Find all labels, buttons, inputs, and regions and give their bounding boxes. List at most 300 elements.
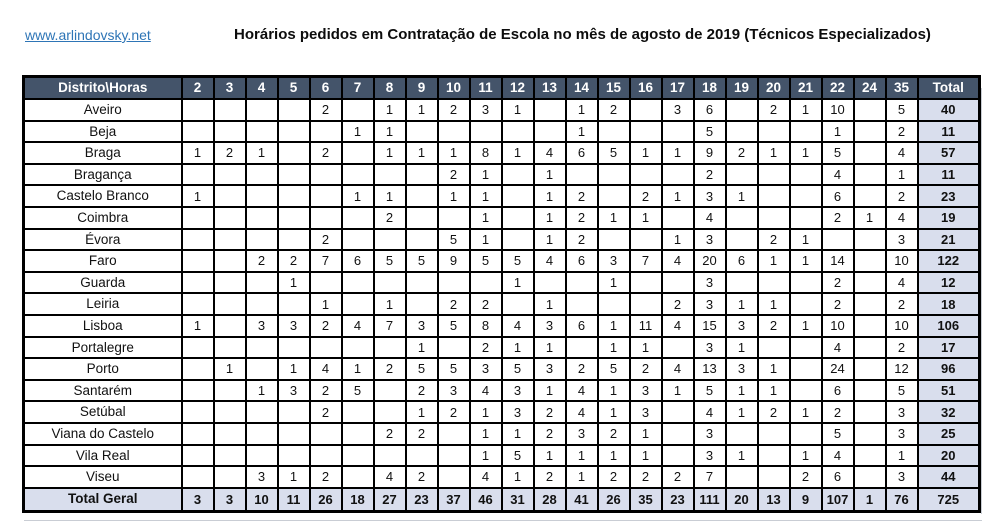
value-cell [182, 337, 214, 359]
value-cell [726, 164, 758, 186]
value-cell: 1 [726, 185, 758, 207]
value-cell: 1 [758, 142, 790, 164]
table-row [24, 337, 980, 359]
value-cell: 2 [822, 207, 854, 229]
value-cell: 5 [438, 358, 470, 380]
value-cell: 2 [534, 466, 566, 488]
column-header-24: 24 [854, 77, 886, 100]
value-cell: 3 [630, 401, 662, 423]
value-cell [598, 229, 630, 251]
column-header-8: 8 [374, 77, 406, 100]
value-cell: 3 [438, 380, 470, 402]
value-cell [278, 229, 310, 251]
value-cell [758, 466, 790, 488]
value-cell: 2 [310, 142, 342, 164]
value-cell: 1 [534, 380, 566, 402]
value-cell: 1 [598, 445, 630, 467]
value-cell: 3 [694, 229, 726, 251]
value-cell [502, 185, 534, 207]
table-row [24, 358, 980, 380]
value-cell: 3 [694, 445, 726, 467]
value-cell [214, 185, 246, 207]
table-row [24, 250, 980, 272]
value-cell [406, 121, 438, 143]
value-cell [182, 229, 214, 251]
value-cell [246, 401, 278, 423]
value-cell [534, 99, 566, 121]
column-total: 3 [214, 488, 246, 512]
value-cell: 3 [598, 250, 630, 272]
value-cell: 1 [502, 466, 534, 488]
column-header-19: 19 [726, 77, 758, 100]
value-cell [246, 293, 278, 315]
value-cell [182, 401, 214, 423]
value-cell: 1 [598, 272, 630, 294]
value-cell [246, 337, 278, 359]
value-cell [182, 380, 214, 402]
value-cell: 3 [246, 466, 278, 488]
value-cell: 2 [310, 229, 342, 251]
value-cell [246, 445, 278, 467]
value-cell [790, 423, 822, 445]
value-cell [246, 423, 278, 445]
value-cell [726, 466, 758, 488]
value-cell: 4 [694, 401, 726, 423]
value-cell [598, 121, 630, 143]
value-cell: 2 [566, 207, 598, 229]
value-cell [246, 272, 278, 294]
value-cell [310, 337, 342, 359]
value-cell [342, 423, 374, 445]
value-cell [598, 293, 630, 315]
value-cell: 1 [598, 380, 630, 402]
value-cell: 5 [438, 315, 470, 337]
value-cell [310, 185, 342, 207]
value-cell [246, 358, 278, 380]
value-cell: 1 [406, 337, 438, 359]
value-cell: 1 [630, 207, 662, 229]
column-total: 111 [694, 488, 726, 512]
column-header-7: 7 [342, 77, 374, 100]
value-cell [214, 337, 246, 359]
value-cell: 2 [374, 358, 406, 380]
value-cell [182, 121, 214, 143]
value-cell [854, 250, 886, 272]
value-cell: 4 [470, 380, 502, 402]
value-cell: 1 [758, 358, 790, 380]
value-cell: 4 [566, 401, 598, 423]
value-cell: 3 [246, 315, 278, 337]
value-cell: 1 [726, 380, 758, 402]
value-cell: 1 [374, 121, 406, 143]
value-cell [374, 380, 406, 402]
value-cell [246, 229, 278, 251]
value-cell: 2 [406, 466, 438, 488]
value-cell [822, 229, 854, 251]
value-cell [214, 164, 246, 186]
row-total: 40 [918, 99, 980, 121]
value-cell: 5 [598, 358, 630, 380]
value-cell: 3 [278, 380, 310, 402]
value-cell [310, 121, 342, 143]
value-cell [726, 121, 758, 143]
value-cell: 2 [662, 293, 694, 315]
value-cell: 8 [470, 315, 502, 337]
table-row [24, 229, 980, 251]
value-cell [278, 164, 310, 186]
value-cell: 2 [598, 466, 630, 488]
value-cell: 2 [886, 293, 918, 315]
value-cell [374, 272, 406, 294]
value-cell: 10 [822, 99, 854, 121]
column-header-15: 15 [598, 77, 630, 100]
value-cell: 1 [214, 358, 246, 380]
row-total: 106 [918, 315, 980, 337]
column-total: 13 [758, 488, 790, 512]
value-cell: 1 [470, 229, 502, 251]
value-cell: 2 [694, 164, 726, 186]
value-cell: 2 [534, 423, 566, 445]
value-cell [214, 315, 246, 337]
value-cell [854, 272, 886, 294]
value-cell: 2 [310, 315, 342, 337]
value-cell: 1 [470, 207, 502, 229]
value-cell [342, 466, 374, 488]
value-cell [342, 445, 374, 467]
value-cell: 1 [598, 401, 630, 423]
value-cell: 4 [822, 337, 854, 359]
value-cell: 1 [310, 293, 342, 315]
value-cell [502, 164, 534, 186]
value-cell: 1 [182, 315, 214, 337]
value-cell: 3 [406, 315, 438, 337]
column-header-5: 5 [278, 77, 310, 100]
value-cell: 1 [502, 99, 534, 121]
value-cell: 24 [822, 358, 854, 380]
column-header-21: 21 [790, 77, 822, 100]
column-total: 9 [790, 488, 822, 512]
column-total: 31 [502, 488, 534, 512]
value-cell: 1 [790, 99, 822, 121]
value-cell [502, 293, 534, 315]
value-cell [790, 164, 822, 186]
value-cell: 7 [310, 250, 342, 272]
value-cell [790, 380, 822, 402]
value-cell: 1 [374, 185, 406, 207]
value-cell [374, 401, 406, 423]
table-header-row [24, 77, 980, 100]
value-cell [630, 272, 662, 294]
value-cell: 2 [214, 142, 246, 164]
value-cell [182, 293, 214, 315]
value-cell: 1 [630, 337, 662, 359]
value-cell [598, 164, 630, 186]
value-cell [438, 445, 470, 467]
value-cell: 2 [822, 272, 854, 294]
column-total: 3 [182, 488, 214, 512]
value-cell [534, 121, 566, 143]
column-header-total: Total [918, 77, 980, 100]
value-cell [854, 164, 886, 186]
value-cell: 1 [470, 401, 502, 423]
value-cell: 7 [374, 315, 406, 337]
value-cell: 1 [598, 337, 630, 359]
row-total: 23 [918, 185, 980, 207]
district-label: Aveiro [24, 99, 182, 121]
value-cell [246, 121, 278, 143]
value-cell: 2 [470, 293, 502, 315]
column-header-10: 10 [438, 77, 470, 100]
value-cell [374, 229, 406, 251]
value-cell [342, 99, 374, 121]
value-cell [790, 272, 822, 294]
site-link[interactable]: www.arlindovsky.net [25, 27, 151, 43]
value-cell: 5 [406, 358, 438, 380]
value-cell [630, 229, 662, 251]
value-cell: 2 [310, 99, 342, 121]
row-total: 19 [918, 207, 980, 229]
value-cell: 4 [886, 207, 918, 229]
value-cell: 3 [470, 99, 502, 121]
value-cell: 1 [566, 466, 598, 488]
value-cell [310, 423, 342, 445]
row-total: 11 [918, 164, 980, 186]
value-cell: 3 [726, 315, 758, 337]
value-cell: 3 [694, 337, 726, 359]
district-label: Leiria [24, 293, 182, 315]
value-cell [310, 207, 342, 229]
value-cell [182, 445, 214, 467]
value-cell: 3 [726, 358, 758, 380]
value-cell: 7 [694, 466, 726, 488]
value-cell: 5 [822, 142, 854, 164]
value-cell [406, 207, 438, 229]
value-cell: 1 [758, 380, 790, 402]
value-cell [854, 466, 886, 488]
value-cell: 3 [630, 380, 662, 402]
value-cell: 1 [502, 337, 534, 359]
value-cell [342, 293, 374, 315]
value-cell [310, 164, 342, 186]
value-cell [726, 207, 758, 229]
value-cell [438, 121, 470, 143]
value-cell [438, 466, 470, 488]
value-cell [342, 207, 374, 229]
value-cell [758, 121, 790, 143]
value-cell: 9 [438, 250, 470, 272]
table-row [24, 121, 980, 143]
value-cell [246, 185, 278, 207]
value-cell [310, 272, 342, 294]
value-cell: 1 [246, 380, 278, 402]
value-cell [854, 337, 886, 359]
column-total: 107 [822, 488, 854, 512]
value-cell: 1 [566, 121, 598, 143]
value-cell: 1 [662, 185, 694, 207]
row-total: 17 [918, 337, 980, 359]
value-cell [214, 121, 246, 143]
value-cell: 2 [758, 99, 790, 121]
value-cell: 5 [502, 445, 534, 467]
row-total: 25 [918, 423, 980, 445]
value-cell: 1 [342, 185, 374, 207]
value-cell: 5 [470, 250, 502, 272]
row-total: 44 [918, 466, 980, 488]
district-label: Faro [24, 250, 182, 272]
table-row [24, 401, 980, 423]
value-cell: 2 [886, 121, 918, 143]
value-cell [566, 337, 598, 359]
value-cell: 1 [470, 164, 502, 186]
value-cell [278, 423, 310, 445]
value-cell: 5 [502, 250, 534, 272]
value-cell: 1 [470, 445, 502, 467]
value-cell: 1 [726, 337, 758, 359]
table-row [24, 185, 980, 207]
district-label: Bragança [24, 164, 182, 186]
value-cell [374, 337, 406, 359]
value-cell: 3 [694, 423, 726, 445]
value-cell: 4 [310, 358, 342, 380]
value-cell [246, 99, 278, 121]
column-header-9: 9 [406, 77, 438, 100]
value-cell: 2 [662, 466, 694, 488]
value-cell: 2 [630, 466, 662, 488]
value-cell: 3 [534, 358, 566, 380]
value-cell: 7 [630, 250, 662, 272]
value-cell [502, 207, 534, 229]
value-cell: 5 [438, 229, 470, 251]
value-cell: 4 [566, 380, 598, 402]
value-cell [406, 229, 438, 251]
value-cell: 2 [566, 185, 598, 207]
value-cell [278, 121, 310, 143]
value-cell: 5 [694, 121, 726, 143]
value-cell [278, 142, 310, 164]
value-cell [854, 315, 886, 337]
district-label: Beja [24, 121, 182, 143]
value-cell: 1 [790, 250, 822, 272]
value-cell: 2 [758, 401, 790, 423]
value-cell: 2 [310, 466, 342, 488]
value-cell: 2 [406, 423, 438, 445]
corner-header: Distrito\Horas [24, 77, 182, 100]
row-total: 18 [918, 293, 980, 315]
value-cell: 4 [694, 207, 726, 229]
table-row [24, 207, 980, 229]
column-total: 41 [566, 488, 598, 512]
value-cell: 4 [534, 250, 566, 272]
value-cell: 1 [630, 423, 662, 445]
value-cell: 3 [694, 272, 726, 294]
value-cell [214, 401, 246, 423]
value-cell: 1 [790, 401, 822, 423]
value-cell [342, 401, 374, 423]
value-cell [726, 99, 758, 121]
value-cell: 1 [790, 315, 822, 337]
value-cell: 2 [566, 229, 598, 251]
page-title: Horários pedidos em Contratação de Escola no mês de agosto de 2019 (Técnicos Especializados) [234, 26, 931, 43]
value-cell [246, 164, 278, 186]
column-total: 26 [310, 488, 342, 512]
value-cell [790, 121, 822, 143]
value-cell [566, 164, 598, 186]
value-cell: 1 [182, 185, 214, 207]
value-cell [662, 337, 694, 359]
value-cell: 6 [822, 466, 854, 488]
value-cell [182, 423, 214, 445]
value-cell [758, 445, 790, 467]
value-cell [630, 99, 662, 121]
value-cell [502, 121, 534, 143]
value-cell [470, 272, 502, 294]
value-cell [182, 358, 214, 380]
table-row [24, 164, 980, 186]
value-cell: 14 [822, 250, 854, 272]
value-cell: 5 [822, 423, 854, 445]
value-cell [182, 250, 214, 272]
value-cell [854, 293, 886, 315]
district-label: Setúbal [24, 401, 182, 423]
column-header-4: 4 [246, 77, 278, 100]
table-row [24, 293, 980, 315]
value-cell: 1 [790, 445, 822, 467]
value-cell: 1 [662, 229, 694, 251]
column-header-6: 6 [310, 77, 342, 100]
column-header-18: 18 [694, 77, 726, 100]
value-cell: 1 [662, 142, 694, 164]
value-cell: 1 [534, 293, 566, 315]
value-cell: 2 [438, 401, 470, 423]
value-cell [438, 207, 470, 229]
value-cell: 1 [790, 142, 822, 164]
value-cell: 1 [886, 445, 918, 467]
value-cell [182, 466, 214, 488]
value-cell [854, 99, 886, 121]
value-cell: 1 [726, 293, 758, 315]
value-cell: 1 [630, 142, 662, 164]
value-cell: 1 [790, 229, 822, 251]
value-cell: 4 [502, 315, 534, 337]
value-cell: 10 [822, 315, 854, 337]
value-cell: 4 [374, 466, 406, 488]
value-cell [630, 293, 662, 315]
value-cell [854, 401, 886, 423]
column-header-20: 20 [758, 77, 790, 100]
value-cell [790, 207, 822, 229]
column-total: 20 [726, 488, 758, 512]
table-row [24, 99, 980, 121]
value-cell: 6 [566, 250, 598, 272]
value-cell: 2 [758, 229, 790, 251]
value-cell: 5 [374, 250, 406, 272]
value-cell: 1 [598, 315, 630, 337]
column-header-13: 13 [534, 77, 566, 100]
value-cell: 15 [694, 315, 726, 337]
value-cell [790, 337, 822, 359]
row-total: 11 [918, 121, 980, 143]
value-cell: 2 [790, 466, 822, 488]
district-label: Guarda [24, 272, 182, 294]
value-cell: 6 [726, 250, 758, 272]
value-cell: 6 [566, 142, 598, 164]
value-cell: 1 [182, 142, 214, 164]
value-cell [406, 272, 438, 294]
value-cell [758, 207, 790, 229]
value-cell [854, 121, 886, 143]
value-cell [758, 185, 790, 207]
value-cell [854, 185, 886, 207]
